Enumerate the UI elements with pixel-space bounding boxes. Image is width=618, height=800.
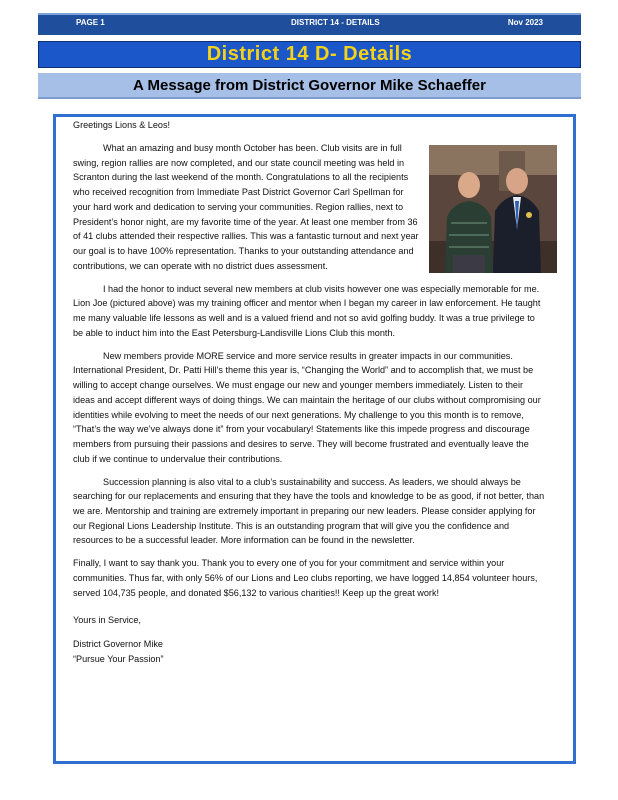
signoff: Yours in Service, — [73, 614, 141, 625]
article-title: A Message from District Governor Mike Schaeffer — [133, 77, 486, 94]
paragraph-3: New members provide MORE service and more service results in greater impacts in our communities. International President, Dr. Patti Hill’s theme this year is, “Changing the World” and to accomplish that, we must be willing to accept change ourselves. We must engage our new and younger members immediately. Listen to their ideas and accept different ways of doing things. We can maintain the heritage of our clubs without compromising our identities while evolving to meet the needs of our next generations. My challenge to you this month is to remove, “That’s the way we’ve always done it” from your vocabulary! Statements like this impede progress and discourage members from pursuing their passions and desires to serve. They will become frustrated and eventually leave the club if we continue to undervalue their contributions. — [73, 350, 541, 464]
letter-body — [73, 118, 545, 667]
paragraph-1: What an amazing and busy month October has been. Club visits are in full swing, region rallies are now completed, and our state council meeting was held in Scranton during the last weekend of the month. Congratulations to all the recipients who received recognition from Immediate Past District Governor Carl Spellman for your hard work and dedication to serving your communities. Region rallies, next to President’s honor night, are my favorite time of the year. At least one member from 36 of 41 clubs attended their respective rallies. This was a fantastic turnout and next year our goal is to have 100% representation. Thanks to your outstanding attendance and contributions, we can operate with no district dues assessment. — [73, 143, 419, 271]
page-number: PAGE 1 — [76, 18, 105, 27]
photo-illustration — [429, 145, 557, 273]
article-title-bar — [38, 73, 581, 99]
newsletter-title: District 14 D- Details — [206, 43, 413, 65]
newsletter-title-bar — [38, 41, 581, 68]
issue-date: Nov 2023 — [507, 18, 543, 27]
page-header-bar — [38, 13, 581, 35]
paragraph-4: Succession planning is also vital to a club’s sustainability and success. As leaders, we should always be searching for our replacements and ensuring that they have the tools and knowledge to be as good, if not better, than we are. Mentorship and training are extremely important in preparing our new leaders. Please consider applying for our Regional Lions Leadership Institute. This is an outstanding program that will give you the confidence and resources to be a successful leader. More information can be found in the newsletter. — [73, 476, 545, 546]
signature-name: District Governor Mike — [73, 639, 163, 650]
closing-paragraph: Finally, I want to say thank you. Thank you to every one of you for your commitment and service within your communities. Thus far, with only 56% of our Lions and Leo clubs reporting, we have logged 14,854 volunteer hours, served 104,735 people, and donated $56,132 to various charities!! Keep up the great work! — [73, 558, 538, 598]
signature-motto: “Pursue Your Passion” — [73, 653, 164, 664]
greeting: Greetings Lions & Leos! — [73, 120, 171, 130]
governor-photo — [429, 145, 557, 273]
section-label: DISTRICT 14 - DETAILS — [291, 18, 380, 27]
paragraph-2: I had the honor to induct several new members at club visits however one was especially memorable for me. Lion Joe (pictured above) was my training officer and mentor when I began my career in law enforcement. He taught me many valuable life lessons as well and is a valued friend and not so avid golfing buddy. It was a true privilege to be able to induct him into the East Petersburg-Landisville Lions Club this month. — [73, 283, 541, 338]
